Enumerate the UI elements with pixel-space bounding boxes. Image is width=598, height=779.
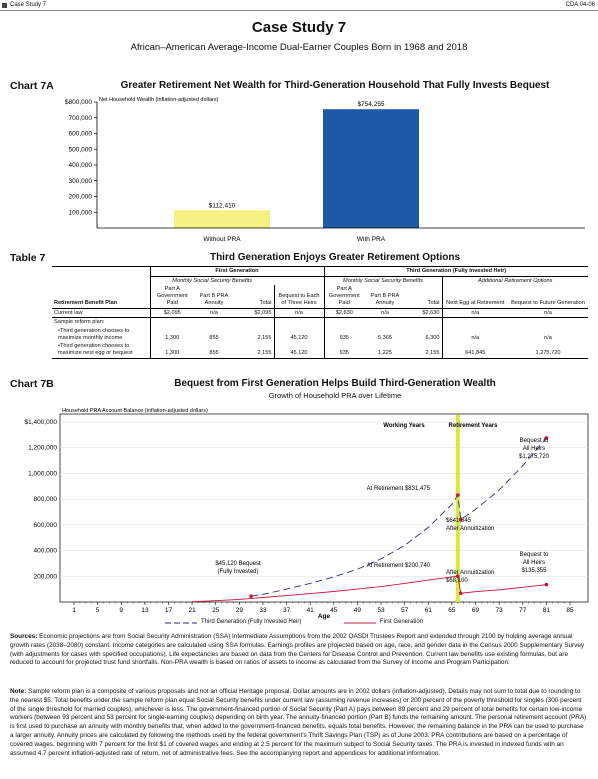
table-header-row-cols [52, 285, 588, 308]
table-col-header: Part B PRA Annuity [370, 293, 400, 306]
chart-7b-x-tick-label: 57 [401, 607, 409, 614]
chart-7a-y-tick-label: 600,000 [68, 130, 92, 138]
chart-7a-ylabel: Net Household Wealth (inflation-adjusted dollars) [99, 97, 219, 103]
annotation-first-at-retirement: At Retirement $200,740 [366, 563, 430, 569]
square-icon [2, 3, 7, 8]
chart-7b-x-tick-label: 37 [282, 607, 291, 614]
chart-7b-y-tick-label: 1,200,000 [28, 444, 57, 452]
table-cell: 1,275,720 [535, 350, 561, 357]
chart-7b-x-tick-label: 25 [212, 607, 220, 614]
legend-first-swatch [344, 620, 376, 626]
chart-7a-heading: Greater Retirement Net Wealth for Third-Generation Household That Fully Invests Bequest [120, 80, 550, 91]
table-col-header: Bequest to Each of Three Heirs [274, 285, 324, 308]
table-cell: 855 [209, 334, 219, 341]
chart-7b-y-tick-label: 1,000,000 [28, 470, 57, 478]
table-cell: 2,155 [257, 350, 272, 357]
header-code: CDA 04-06 [565, 2, 595, 8]
table-row [52, 308, 588, 318]
chart-7b-x-tick-label: 1 [72, 607, 76, 614]
chart-7a-y-tick-label: 700,000 [68, 114, 92, 122]
table-cell: n/a [442, 308, 508, 318]
table-row [52, 318, 588, 327]
annotation-first-heirs-3: $135,355 [521, 568, 547, 574]
page-subtitle: African–American Average-Income Dual-Earner Couples Born in 1968 and 2018 [130, 42, 468, 53]
table-sub-first-ss: Monthly Social Security Benefits [150, 276, 274, 285]
table-cell: 855 [209, 350, 219, 357]
chart-7b-tag: Chart 7B [10, 378, 54, 390]
table-col-header: Bequest to Future Generation [511, 299, 585, 306]
chart-7a-bar [323, 109, 419, 228]
chart-7a-category-without: Without PRA [203, 236, 241, 243]
note-text: Sample reform plan is a composite of various proposals and not an official Heritage proposal. Dollar amounts are in 2002 dollars (inflation-adjusted). Details may not sum to total due to rounding to the nearest $5. Total benefits under the sample reform plan equal Social Security benefits under current law (assuming revenue increases) or 200 percent of the poverty threshold for singles (300 percent of the single threshold for married couples), whichever is less. The government-financed portion of Social Security (Part A) pays between 89 percent and 29 percent of total benefits for certain low-income workers (between 93 percent and 53 percent for single-earning couples) depending on birth year. The annuity-financed portion (Part B) funds the remaining amount. The personal retirement account (PRA) is first used to purchase an annuity with monthly benefits that, when added to the government-financed benefits, equals total benefits. However, the remaining balance in the PRA can be used to purchase a larger annuity. Annuity prices are calculated by following the methods used by the federal government’s Thrift Savings Plan (TSP) as of June 2003. PRA contributions are based on a percentage of covered wages, beginning with 7 percent for the first $1 of covered wages and ending at 2.5 percent for the maximum subject to Social Security taxes. The PRA is invested in indexed funds with an assumed 4.7 percent inflation-adjusted rate of return, net of administrative fees. See the accompanying report and appendices for additional information. [10, 688, 587, 757]
table-cell: n/a [544, 334, 552, 341]
chart-7b-x-tick-label: 61 [424, 607, 432, 614]
table-cell: $2,630 [422, 309, 440, 316]
chart-7b-x-tick-label: 77 [519, 607, 527, 614]
sources-paragraph [10, 633, 588, 668]
chart-7b-x-tick-label: 33 [259, 607, 267, 614]
annotation-third-at-retirement: At Retirement $831,475 [366, 486, 430, 492]
working-years-label: Working Years [383, 423, 425, 429]
chart-7b-point-marker [545, 583, 549, 587]
note-paragraph [10, 688, 588, 759]
table-row-label: Sample reform plan: [54, 319, 105, 326]
table-col-plan: Retirement Benefit Plan [54, 299, 118, 306]
chart-7a-category-with: With PRA [356, 236, 386, 243]
table-col-header: Total [259, 299, 272, 306]
table-group-third: Third Generation (Fully Invested Heir) [324, 267, 588, 277]
table-cell: 935 [324, 342, 364, 358]
chart-7b-x-tick-label: 69 [471, 607, 480, 614]
table-cell: n/a [442, 327, 508, 342]
chart-7b-ylabel: Household PRA Account Balance (inflation-adjusted dollars) [62, 408, 208, 414]
table-col-header: Total [427, 299, 440, 306]
chart-7a-bar-label: $754,255 [357, 101, 385, 109]
table-cell: 2,155 [257, 334, 272, 341]
annotation-first-after-value: $68,100 [446, 578, 468, 584]
header-section-label: Case Study 7 [10, 2, 47, 8]
chart-7b-subheading: Growth of Household PRA over Lifetime [268, 391, 402, 400]
table-cell: $2,630 [324, 308, 364, 318]
note-label: Note: [10, 688, 27, 695]
chart-7b [0, 405, 598, 625]
table-sub-third-ss: Monthly Social Security Benefits [324, 276, 442, 285]
chart-7b-point-marker [456, 493, 460, 497]
chart-7b-x-tick-label: 73 [495, 607, 503, 614]
table-cell: 2,155 [425, 350, 440, 357]
annotation-third-heirs-3: $1,275,720 [518, 454, 550, 460]
chart-7b-series-line [192, 576, 546, 602]
chart-7b-x-tick-label: 21 [188, 607, 196, 614]
table-row [52, 327, 588, 342]
table-cell: n/a [210, 309, 218, 316]
chart-7b-series-line [251, 438, 546, 596]
table-cell: 45,120 [274, 327, 324, 342]
page-title: Case Study 7 [251, 19, 347, 36]
chart-7b-legend [0, 619, 598, 629]
chart-7b-point-marker [249, 594, 253, 598]
table-header-row-groups [52, 267, 588, 277]
table-cell: n/a [381, 309, 389, 316]
table-cell: n/a [544, 309, 552, 316]
chart-7b-x-tick-label: 5 [95, 607, 100, 614]
chart-7b-x-tick-label: 85 [566, 607, 574, 614]
chart-7b-x-tick-label: 29 [235, 607, 243, 614]
chart-7b-y-tick-label: $1,400,000 [24, 419, 57, 426]
annotation-third-heirs-2: All Heirs [522, 446, 546, 452]
chart-7b-plot-frame [60, 414, 588, 602]
chart-7a-bar-label: $112,410 [208, 202, 236, 210]
annotation-first-bequest: $45,120 Bequest [215, 561, 261, 567]
table-cell: 45,120 [274, 342, 324, 358]
table-7-tag: Table 7 [10, 252, 46, 264]
chart-7b-x-tick-label: 49 [353, 607, 362, 614]
table-cell: 641,845 [442, 342, 508, 358]
chart-7b-y-tick-label: 800,000 [33, 496, 57, 504]
header-section [2, 2, 46, 8]
sources-label: Sources: [10, 633, 38, 640]
table-group-first: First Generation [150, 267, 324, 277]
chart-7b-x-tick-label: 45 [330, 607, 338, 614]
chart-7b-point-marker [459, 591, 463, 595]
table-cell: 1,300 [150, 327, 194, 342]
table-row [52, 342, 588, 358]
table-cell: $2,095 [150, 308, 194, 318]
chart-7b-y-tick-label: 200,000 [33, 573, 57, 581]
table-header-row-subgroups [52, 276, 588, 285]
table-cell: $2,095 [254, 309, 272, 316]
legend-third-label: Third Generation (Fully Invested Heir) [201, 619, 302, 625]
annotation-third-heirs-1: Bequest to [519, 438, 549, 444]
chart-7a-y-tick-label: 100,000 [68, 209, 92, 217]
table-cell: 5,365 [378, 334, 392, 341]
annotation-first-heirs-1: Bequest to [519, 552, 549, 558]
annotation-first-heirs-2: All Heirs [522, 560, 546, 566]
sources-text: Economic projections are from Social Security Administration (SSA) Intermediate Assumptions from the 2002 OASDI Trustees Report and extended through 2100 by holding average annual growth rates (2038–2080) constant. Income categories are calculated using SSA formulas. Earnings profiles are projected based on age, race, and gender data in the Census 2000 Supplementary Survey (with adjustments for cases with specified occupations). Life expectancies are based on data from the Centers for Disease Control and Prevention. Current law benefits use existing formulas, but are reduced to account for projected trust fund shortfalls. Non-PRA wealth is based on ratios of assets to income as calculated from the Survey of Income and Program Participation. [10, 633, 585, 667]
table-col-header: Part A Government Paid [324, 285, 364, 308]
chart-7a-y-tick-label: 500,000 [68, 146, 92, 154]
chart-7a-y-tick-label: 200,000 [68, 193, 92, 201]
chart-7b-x-tick-label: 9 [119, 607, 124, 614]
chart-7a-y-tick-label: 400,000 [68, 162, 92, 169]
chart-7b-y-tick-label: 400,000 [33, 547, 57, 555]
table-cell: n/a [274, 308, 324, 318]
annotation-first-after-label: After Annuitization [446, 570, 495, 576]
table-row-label: Current law [54, 309, 83, 316]
table-row-label: •Third generation chooses to maximize monthly income [58, 327, 130, 341]
chart-7b-x-tick-label: 53 [377, 607, 385, 614]
chart-7a-y-tick-label: $800,000 [64, 99, 92, 106]
legend-first-label: First Generation [380, 619, 424, 625]
chart-7b-heading: Bequest from First Generation Helps Build Third-Generation Wealth [174, 378, 496, 389]
chart-7a-tag: Chart 7A [10, 80, 54, 92]
table-row-label: •Third generation chooses to maximize nest egg or bequest [58, 343, 133, 357]
chart-7b-x-tick-label: 13 [141, 607, 149, 614]
annotation-first-bequest-note: (Fully Invested) [217, 569, 259, 575]
table-col-header: Part A Government Paid [150, 285, 194, 308]
table-col-header: Nest Egg at Retirement [442, 285, 508, 308]
legend-third-swatch [165, 620, 197, 626]
chart-7b-x-tick-label: 81 [542, 607, 550, 614]
page-header [0, 0, 598, 11]
retirement-years-label: Retirement Years [448, 423, 498, 429]
chart-7b-y-tick-label: 600,000 [33, 521, 57, 529]
table-cell: 6,300 [425, 334, 440, 341]
table-7 [52, 266, 588, 359]
chart-7b-x-tick-label: 65 [448, 607, 456, 614]
chart-7b-x-tick-label: 17 [164, 607, 173, 614]
chart-7a-bar [174, 210, 270, 228]
chart-7a-y-tick-label: 300,000 [68, 177, 92, 185]
table-cell: 1,300 [150, 342, 194, 358]
chart-7b-xlabel: Age [317, 613, 331, 620]
table-cell: 935 [324, 327, 364, 342]
table-cell: 1,225 [378, 350, 392, 357]
table-col-header: Part B PRA Annuity [199, 293, 229, 306]
table-sub-additional: Additional Retirement Options [442, 276, 588, 285]
annotation-third-after-value: $641,845 [446, 518, 472, 524]
chart-7a [0, 92, 598, 252]
chart-7b-x-tick-label: 41 [306, 607, 314, 614]
annotation-third-after-label: After Annuitization [446, 526, 495, 532]
table-7-heading: Third Generation Enjoys Greater Retirement Options [209, 252, 461, 263]
